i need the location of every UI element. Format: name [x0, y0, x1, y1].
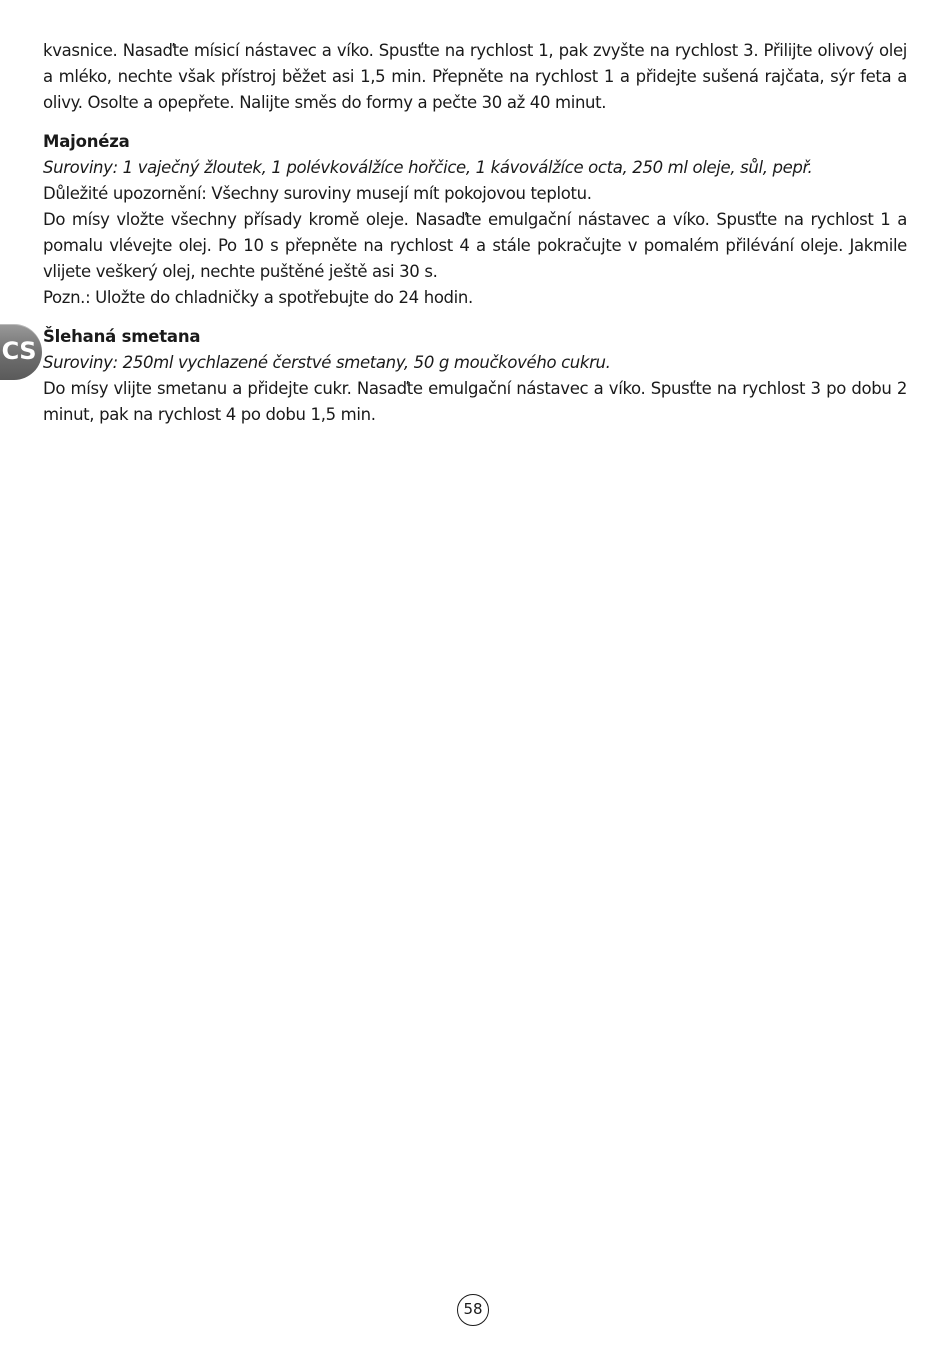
document-body	[43, 38, 907, 428]
whipped-cream-title: Šlehaná smetana	[43, 327, 201, 346]
language-tab-label: CS	[1, 337, 36, 365]
language-tab	[0, 324, 42, 380]
mayonnaise-section	[43, 129, 907, 311]
mayonnaise-note: Pozn.: Uložte do chladničky a spotřebujte do 24 hodin.	[43, 288, 473, 307]
whipped-cream-ingredients: Suroviny: 250ml vychlazené čerstvé smetany, 50 g moučkového cukru.	[43, 353, 611, 372]
mayonnaise-instructions: Do mísy vložte všechny přísady kromě oleje. Nasaďte emulgační nástavec a víko. Spusťte na rychlost 1 a pomalu vlévejte olej. Po 10 s přepněte na rychlost 4 a stále pokračujte v pomalém přilévání oleje. Jakmile vlijete veškerý olej, nechte puštěné ještě asi 30 s.	[43, 210, 907, 281]
mayonnaise-title: Majonéza	[43, 132, 130, 151]
intro-paragraph: kvasnice. Nasaďte mísicí nástavec a víko. Spusťte na rychlost 1, pak zvyšte na rychlost 3. Přilijte olivový olej a mléko, nechte však přístroj běžet asi 1,5 min. Přepněte na rychlost 1 a přidejte sušená rajčata, sýr feta a olivy. Osolte a opepřete. Nalijte směs do formy a pečte 30 až 40 minut.	[43, 41, 907, 112]
whipped-cream-instructions: Do mísy vlijte smetanu a přidejte cukr. Nasaďte emulgační nástavec a víko. Spusťte na rychlost 3 po dobu 2 minut, pak na rychlost 4 po dobu 1,5 min.	[43, 379, 907, 424]
page-number: 58	[457, 1294, 489, 1326]
mayonnaise-ingredients: Suroviny: 1 vaječný žloutek, 1 polévkoválžíce hořčice, 1 kávoválžíce octa, 250 ml oleje, sůl, pepř.	[43, 158, 813, 177]
whipped-cream-section	[43, 324, 907, 428]
mayonnaise-warning: Důležité upozornění: Všechny suroviny musejí mít pokojovou teplotu.	[43, 184, 592, 203]
